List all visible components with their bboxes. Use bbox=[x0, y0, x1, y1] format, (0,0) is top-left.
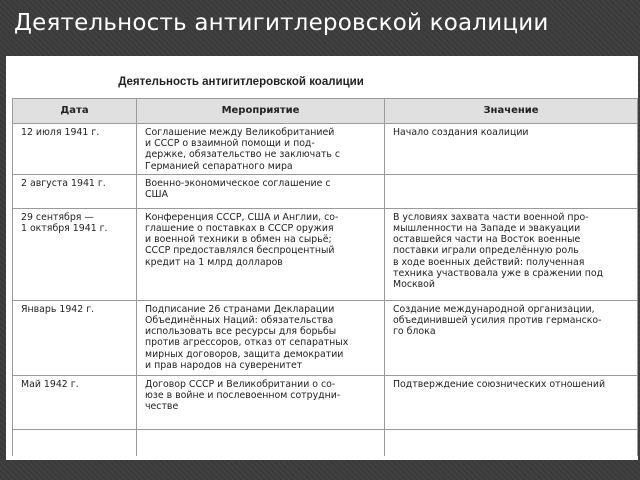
coalition-table bbox=[12, 98, 638, 460]
slide-title: Деятельность антигитлеровской коалиции bbox=[14, 10, 549, 36]
column-header-event: Мероприятие bbox=[137, 99, 385, 124]
document-title: Деятельность антигитлеровской коалиции bbox=[118, 76, 364, 88]
cell-date: 2 августа 1941 г. bbox=[13, 174, 137, 208]
cell-event: Конференция СССР, США и Англии, со- глашение о поставках в СССР оружия и военной техники в обмен на сырьё; СССР предоставлялся беспроцентный кредит на 1 млрд долларов bbox=[137, 208, 385, 300]
cell-event: Подписание 26 странами Декларации Объединённых Наций: обязательства использовать все ресурсы для борьбы против агрессоров, отказ от сепаратных мирных договоров, защита демократии и прав народов на суверенитет bbox=[137, 300, 385, 375]
cell-meaning: Подтверждение союзнических отношений bbox=[385, 375, 638, 429]
document-image bbox=[6, 56, 638, 460]
column-header-meaning: Значение bbox=[385, 99, 638, 124]
cell-event: Договор СССР и Великобритании о со- юзе в войне и послевоенном сотрудни- честве bbox=[137, 375, 385, 429]
cell-event: Соглашение между Великобританией и СССР о взаимной помощи и под- держке, обязательство не заключать с Германией сепаратного мира bbox=[137, 124, 385, 175]
cell-date: Январь 1942 г. bbox=[13, 300, 137, 375]
cell-date: 29 сентября — 1 октября 1941 г. bbox=[13, 208, 137, 300]
cell-meaning: Начало создания коалиции bbox=[385, 124, 638, 175]
cell-date: 12 июля 1941 г. bbox=[13, 124, 137, 175]
table-row bbox=[13, 208, 638, 300]
table-row bbox=[13, 124, 638, 175]
cell-meaning bbox=[385, 174, 638, 208]
table-row bbox=[13, 300, 638, 375]
cell-meaning: В условиях захвата части военной про- мышленности на Западе и эвакуации оставшейся части на Восток военные поставки играли определённую роль в ходе военных действий: полученная техника участвовала уже в сражении под Москвой bbox=[385, 208, 638, 300]
table-header-row bbox=[13, 99, 638, 124]
table-row bbox=[13, 375, 638, 429]
image-bottom-edge bbox=[6, 456, 638, 460]
cell-meaning: Создание международной организации, объединившей усилия против германско- го блока bbox=[385, 300, 638, 375]
table-row bbox=[13, 174, 638, 208]
cell-event: Военно-экономическое соглашение с США bbox=[137, 174, 385, 208]
cell-date: Май 1942 г. bbox=[13, 375, 137, 429]
column-header-date: Дата bbox=[13, 99, 137, 124]
